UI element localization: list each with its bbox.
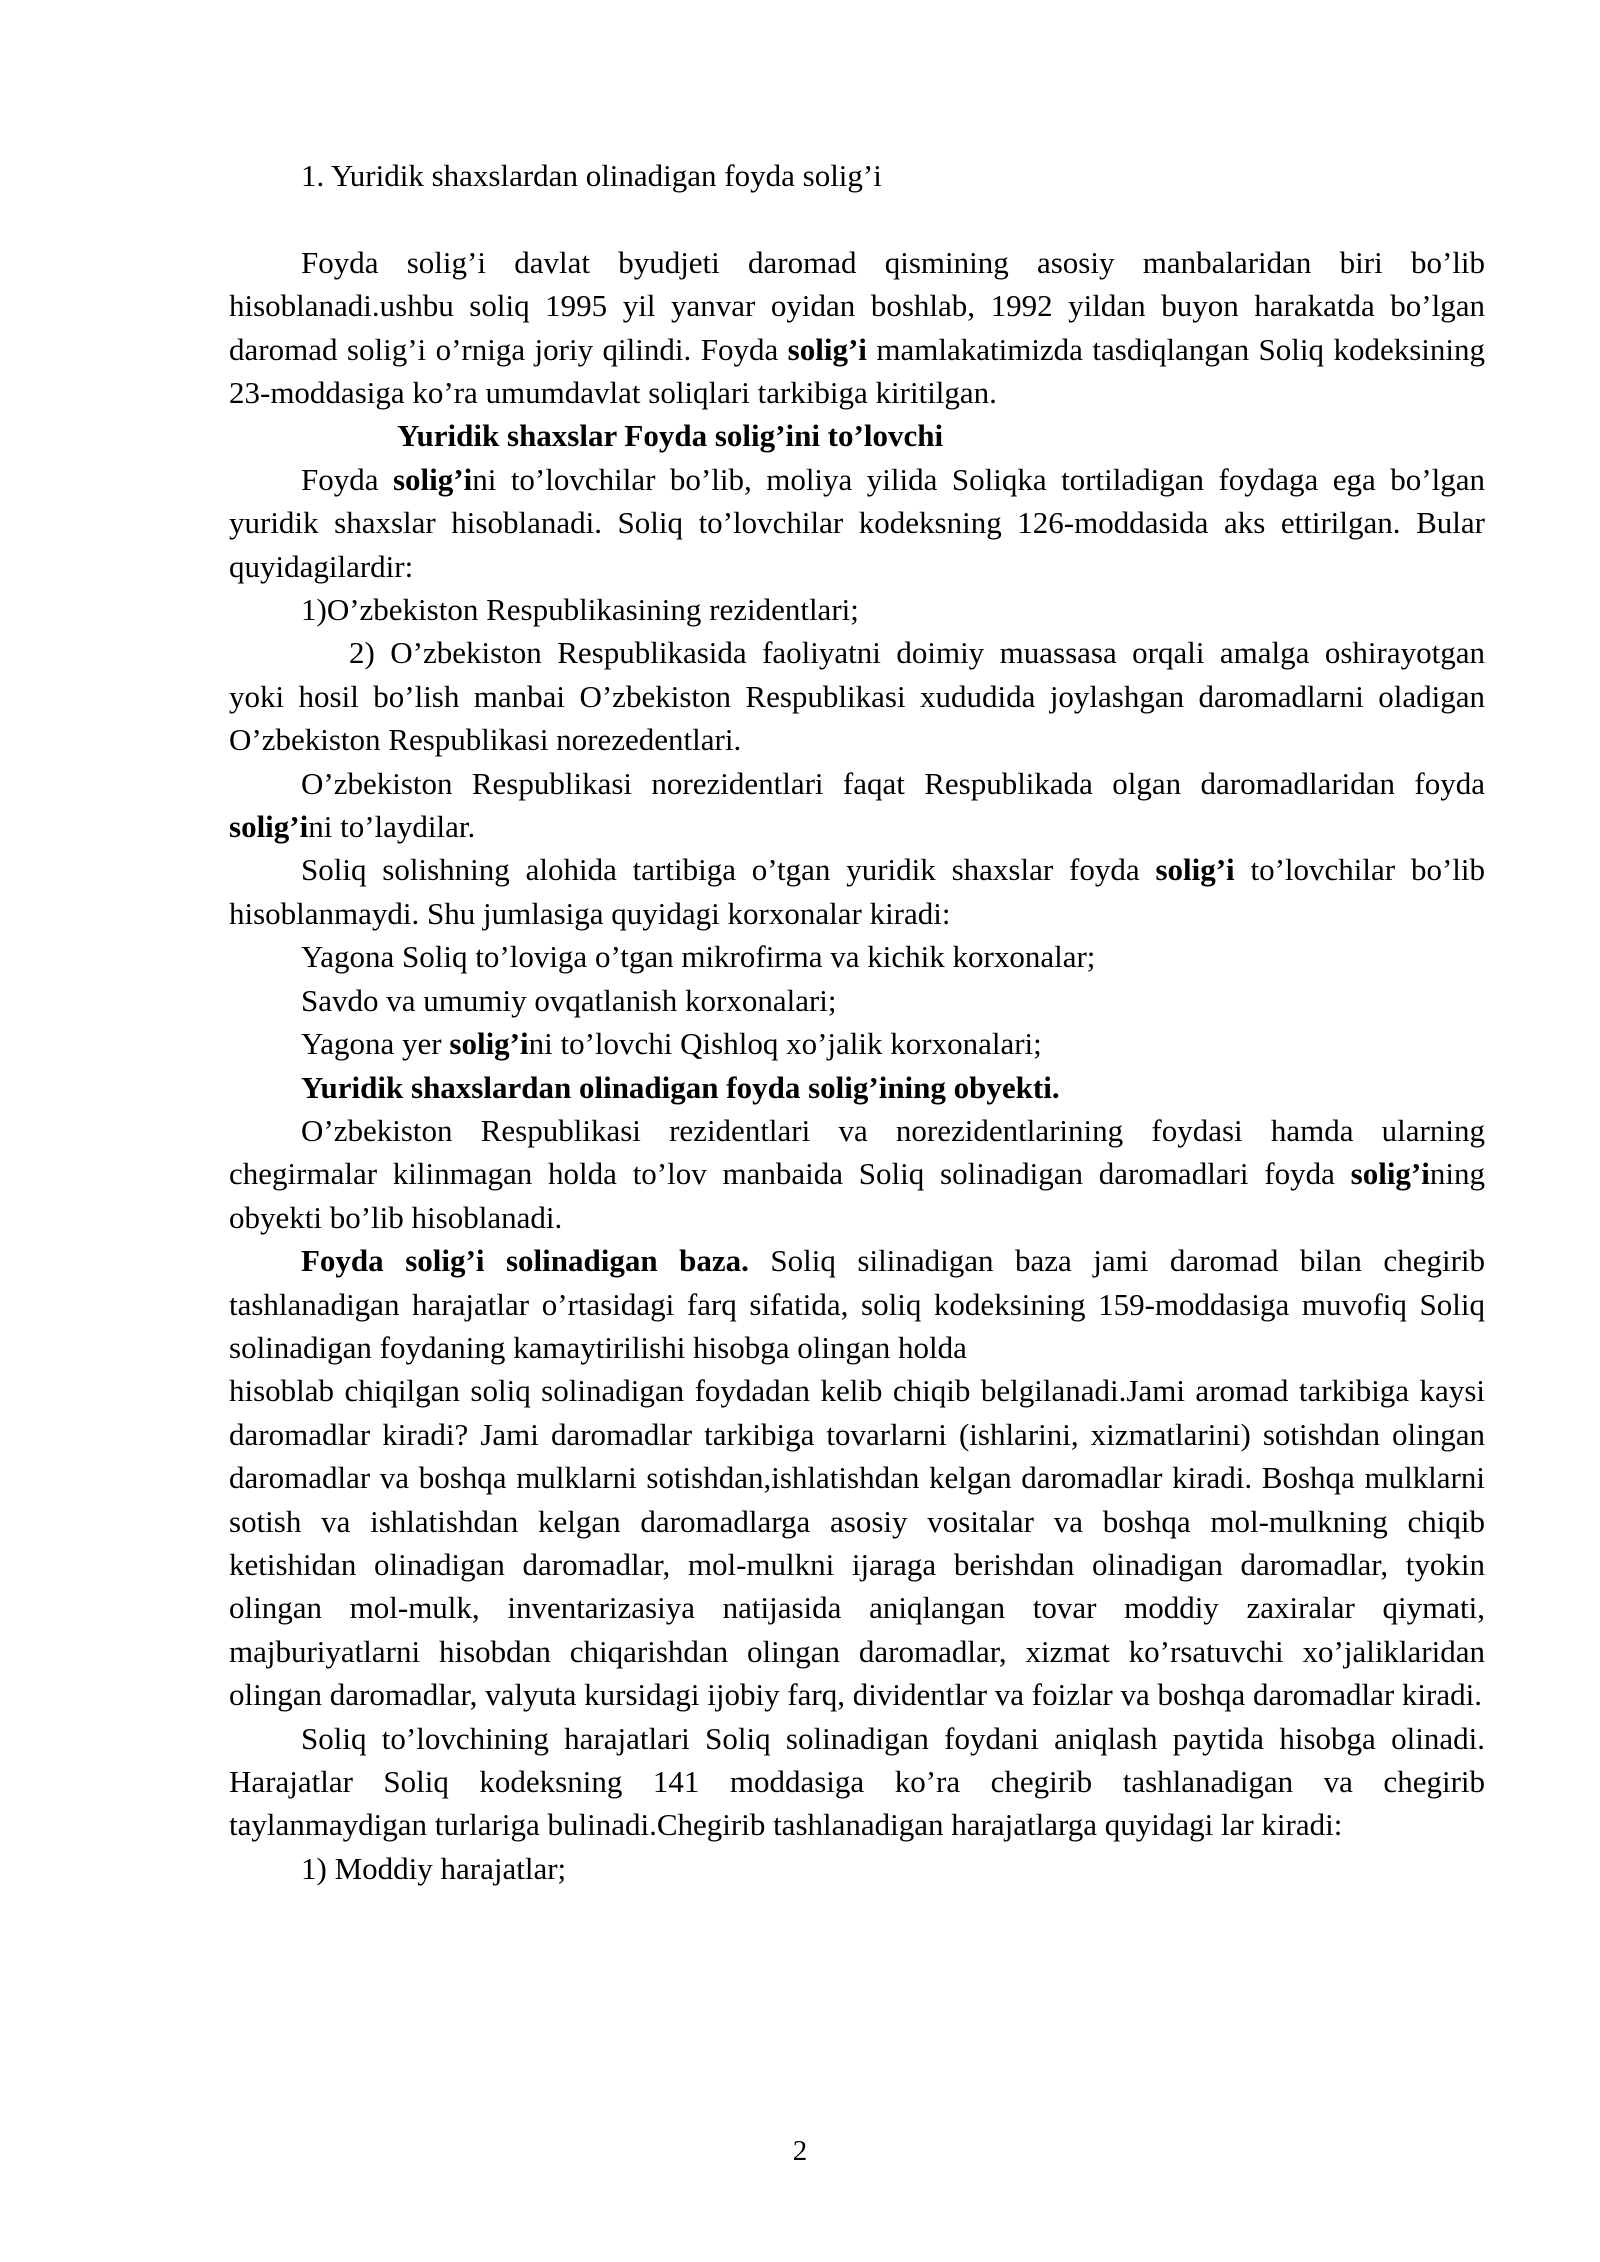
paragraph-3 bbox=[229, 762, 1485, 849]
paragraph-6-text: Soliq silinadigan baza jami daromad bilan chegirib tashlanadigan harajatlar o’rtasidagi farq sifatida, soliq kodeksining 159-moddasiga muvofiq Soliq solinadigan foydaning kamaytirilishi hisobga olingan holda bbox=[229, 1243, 1486, 1365]
paragraph-2-text-2: ni to’lovchilar bo’lib, moliya yilida Soliqka tortiladigan foydaga ega bo’lgan yuridik shaxslar hisoblanadi. Soliq to’lovchilar kodeksning 126-moddasida aks ettirilgan. Bular quyidagilardir: bbox=[229, 461, 1485, 584]
page-number: 2 bbox=[792, 2135, 808, 2167]
subheading-object: Yuridik shaxslardan olinadigan foyda solig’ining obyekti. bbox=[301, 1069, 1060, 1105]
paragraph-1-bold: solig’i bbox=[787, 331, 867, 367]
list-item-c-text-2: ni to’lovchi Qishloq xo’jalik korxonalari; bbox=[528, 1026, 1042, 1062]
paragraph-2-bold: solig’i bbox=[392, 461, 473, 497]
list-item-b: Savdo va umumiy ovqatlanish korxonalari; bbox=[301, 982, 837, 1018]
paragraph-1 bbox=[229, 241, 1485, 415]
paragraph-5 bbox=[229, 1109, 1485, 1239]
paragraph-8: Soliq to’lovchining harajatlari Soliq solinadigan foydani aniqlash paytida hisobga olinadi. Harajatlar Soliq kodeksning 141 moddasiga ko’ra chegirib tashlanadigan va chegirib taylanmaydigan turlariga bulinadi.Chegirib tashlanadigan harajatlarga quyidagi lar kiradi: bbox=[229, 1720, 1485, 1843]
paragraph-1-text: Foyda solig’i davlat byudjeti daromad qismining asosiy manbalaridan biri bo’lib hisoblanadi.ushbu soliq 1995 yil yanvar oyidan boshlab, 1992 yildan buyon harakatda bo’lgan daromad solig’i o’rniga joriy qilindi. Foyda bbox=[229, 244, 1485, 367]
list-item-a: Yagona Soliq to’loviga o’tgan mikrofirma va kichik korxonalar; bbox=[301, 939, 1096, 975]
paragraph-7: hisoblab chiqilgan soliq solinadigan foydadan kelib chiqib belgilanadi.Jami aromad tarkibiga kaysi daromadlar kiradi? Jami daromadlar tarkibiga tovarlarni (ishlarini, xizmatlarini) sotishdan olingan daromadlar va boshqa mulklarni sotishdan,ishlatishdan kelgan daromadlar kiradi. Boshqa mulklarni sotish va ishlatishdan kelgan daromadlarga asosiy vositalar va boshqa mol-mulkning chiqib ketishidan olinadigan daromadlar, mol-mulkni ijaraga berishdan olinadigan daromadlar, tyokin olingan mol-mulk, inventarizasiya natijasida aniqlangan tovar moddiy zaxiralar qiymati, majburiyatlarni hisobdan chiqarishdan olingan daromadlar, xizmat ko’rsatuvchi xo’jaliklaridan olingan daromadlar, valyuta kursidagi ijobiy farq, dividentlar va foizlar va boshqa daromadlar kiradi. bbox=[229, 1373, 1485, 1713]
list-item-c bbox=[229, 1022, 1485, 1065]
paragraph-3-text: O’zbekiston Respublikasi norezidentlari faqat Respublikada olgan daromadlaridan foyda bbox=[301, 765, 1485, 801]
paragraph-5-bold: solig’i bbox=[1350, 1156, 1430, 1192]
page-content bbox=[229, 154, 1485, 1890]
paragraph-2 bbox=[229, 458, 1485, 588]
list-item-c-text: Yagona yer bbox=[301, 1026, 450, 1062]
list-item-2: 2) O’zbekiston Respublikasida faoliyatni doimiy muassasa orqali amalga oshirayotgan yoki hosil bo’lish manbai O’zbekiston Respublikasi xududida joylashgan daromadlarni oladigan O’zbekiston Respublikasi norezedentlari. bbox=[229, 635, 1485, 758]
paragraph-4-text-2: to’lovchilar bo’lib hisoblanmaydi. Shu jumlasiga quyidagi korxonalar kiradi: bbox=[229, 852, 1485, 931]
paragraph-6 bbox=[229, 1239, 1485, 1369]
paragraph-4-text: Soliq solishning alohida tartibiga o’tgan yuridik shaxslar foyda bbox=[301, 852, 1156, 888]
paragraph-4 bbox=[229, 848, 1485, 935]
paragraph-2-text: Foyda bbox=[301, 461, 393, 497]
section-title: 1. Yuridik shaxslardan olinadigan foyda solig’i bbox=[301, 158, 882, 193]
paragraph-6-bold-lead: Foyda solig’i solinadigan baza. bbox=[301, 1243, 749, 1279]
paragraph-1-text-2: mamlakatimizda tasdiqlangan Soliq kodeksining 23-moddasiga ko’ra umumdavlat soliqlari tarkibiga kiritilgan. bbox=[229, 331, 1485, 411]
paragraph-5-text-2: ning obyekti bo’lib hisoblanadi. bbox=[229, 1156, 1485, 1235]
blank-line bbox=[229, 197, 1485, 240]
paragraph-3-text-2: ni to’laydilar. bbox=[308, 809, 476, 845]
subheading-payers: Yuridik shaxslar Foyda solig’ini to’lovchi bbox=[397, 418, 944, 454]
paragraph-5-text: O’zbekiston Respublikasi rezidentlari va norezidentlarining foydasi hamda ularning chegirmalar kilinmagan holda to’lov manbaida Soliq solinadigan daromadlari foyda bbox=[229, 1112, 1485, 1192]
list-item-c-bold: solig’i bbox=[449, 1026, 529, 1062]
list-item-1: 1)O’zbekiston Respublikasining rezidentlari; bbox=[301, 592, 859, 628]
paragraph-3-bold: solig’i bbox=[229, 809, 309, 845]
paragraph-4-bold: solig’i bbox=[1155, 852, 1235, 888]
list-item-d: 1) Moddiy harajatlar; bbox=[301, 1850, 567, 1886]
